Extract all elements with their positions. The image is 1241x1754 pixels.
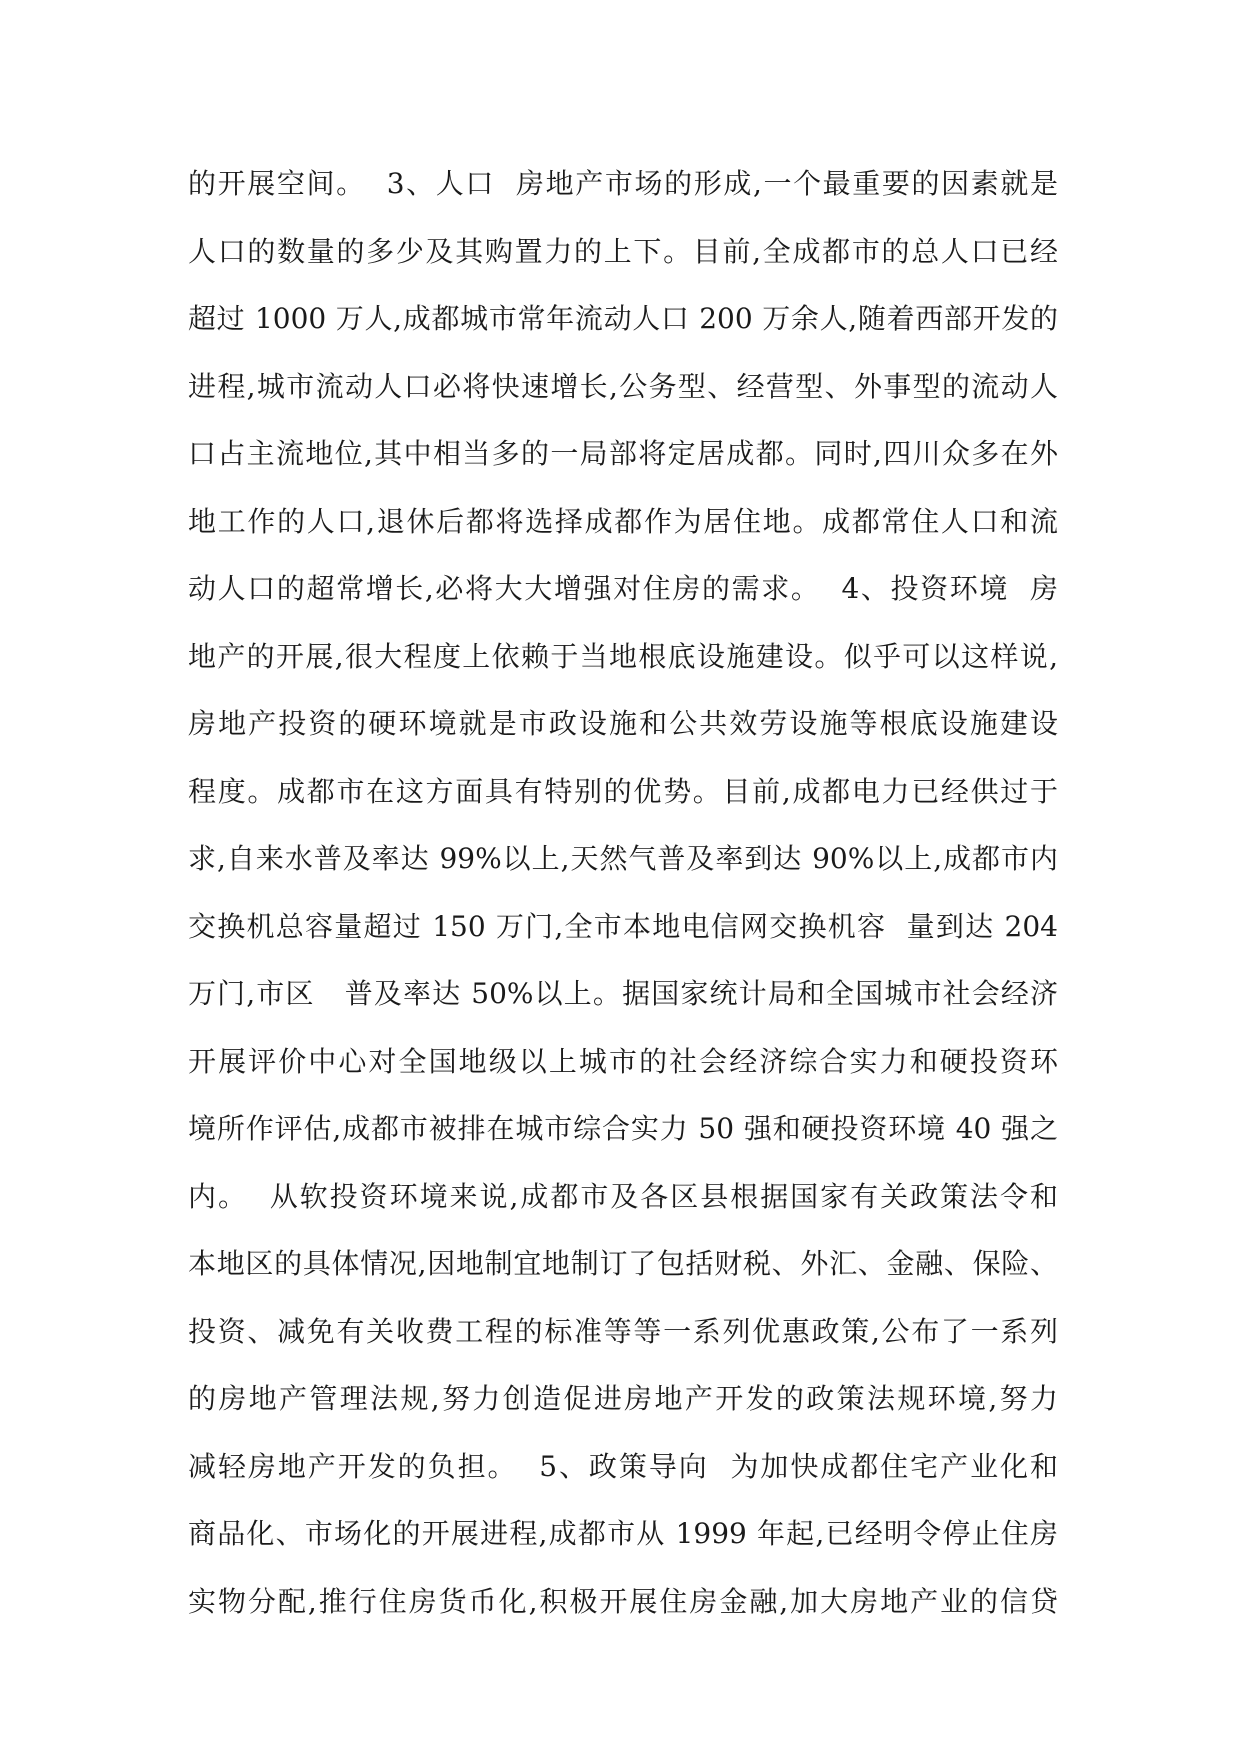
text-line: 超过 1000 万人,成都城市常年流动人口 200 万余人,随着西部开发的	[188, 302, 1058, 335]
text-line: 内。 从软投资环境来说,成都市及各区县根据国家有关政策法令和	[188, 1179, 1058, 1213]
text-line: 开展评价中心对全国地级以上城市的社会经济综合实力和硬投资环	[188, 1044, 1058, 1078]
text-line: 商品化、市场化的开展进程,成都市从 1999 年起,已经明令停止住房	[188, 1517, 1058, 1550]
text-line: 交换机总容量超过 150 万门,全市本地电信网交换机容 量到达 204	[188, 909, 1058, 943]
text-line: 地产的开展,很大程度上依赖于当地根底设施建设。似乎可以这样说,	[188, 639, 1058, 673]
text-line: 减轻房地产开发的负担。 5、政策导向 为加快成都住宅产业化和	[188, 1449, 1058, 1483]
text-line: 动人口的超常增长,必将大大增强对住房的需求。 4、投资环境 房	[188, 572, 1058, 605]
text-line: 人口的数量的多少及其购置力的上下。目前,全成都市的总人口已经	[188, 234, 1058, 268]
text-line: 程度。成都市在这方面具有特别的优势。目前,成都电力已经供过于	[188, 774, 1058, 808]
text-line: 求,自来水普及率达 99%以上,天然气普及率到达 90%以上,成都市内	[188, 842, 1058, 875]
text-line: 进程,城市流动人口必将快速增长,公务型、经营型、外事型的流动人	[188, 369, 1058, 403]
text-line: 实物分配,推行住房货币化,积极开展住房金融,加大房地产业的信贷	[188, 1584, 1058, 1618]
text-line: 地工作的人口,退休后都将选择成都作为居住地。成都常住人口和流	[188, 504, 1058, 538]
body-text	[188, 150, 1058, 1635]
text-line: 口占主流地位,其中相当多的一局部将定居成都。同时,四川众多在外	[188, 437, 1058, 470]
text-line: 的房地产管理法规,努力创造促进房地产开发的政策法规环境,努力	[188, 1382, 1058, 1415]
text-line: 投资、减免有关收费工程的标准等等一系列优惠政策,公布了一系列	[188, 1314, 1058, 1348]
text-line: 万门,市区 普及率达 50%以上。据国家统计局和全国城市社会经济	[188, 977, 1058, 1010]
text-line: 的开展空间。 3、人口 房地产市场的形成,一个最重要的因素就是	[188, 167, 1058, 200]
text-line: 房地产投资的硬环境就是市政设施和公共效劳设施等根底设施建设	[188, 707, 1058, 740]
text-line: 本地区的具体情况,因地制宜地制订了包括财税、外汇、金融、保险、	[188, 1247, 1058, 1280]
text-line: 境所作评估,成都市被排在城市综合实力 50 强和硬投资环境 40 强之	[188, 1112, 1058, 1145]
